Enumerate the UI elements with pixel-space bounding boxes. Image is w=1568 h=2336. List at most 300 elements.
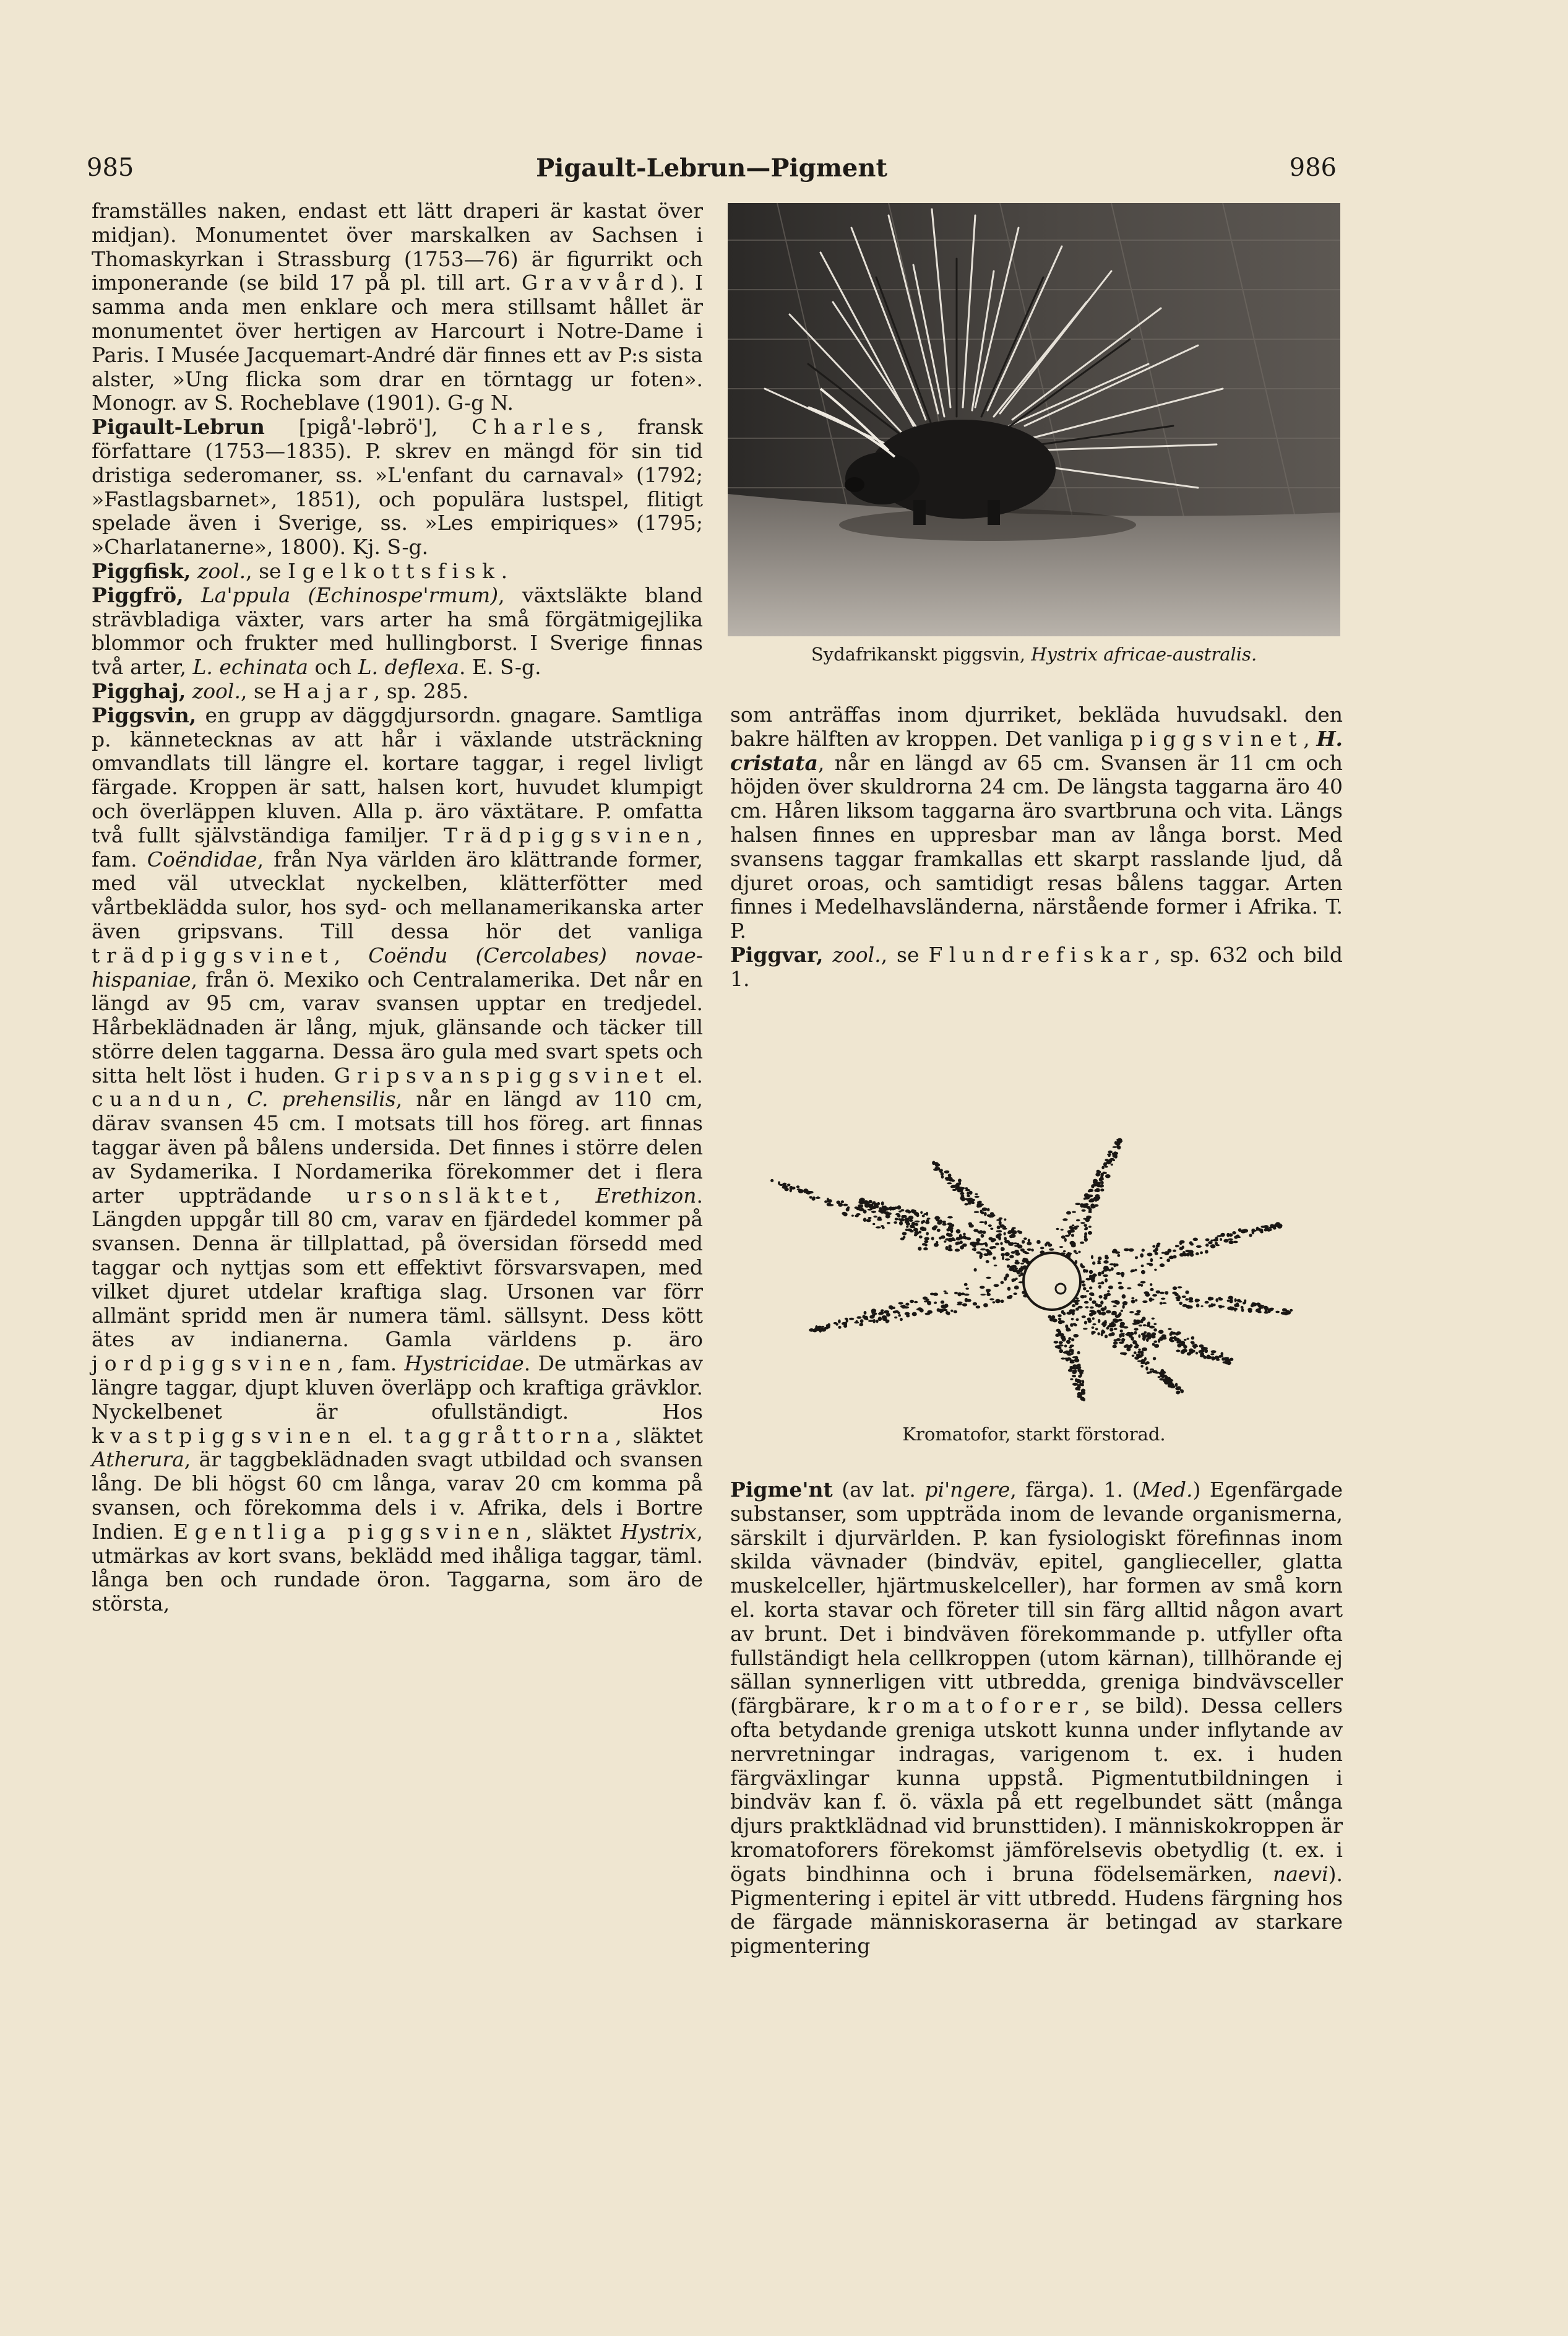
pigment-granule <box>1179 1241 1182 1245</box>
pigment-granule <box>1111 1300 1116 1303</box>
pigment-granule <box>937 1229 941 1232</box>
pigment-granule <box>982 1208 988 1211</box>
pigment-granule <box>1063 1250 1066 1252</box>
pigment-granule <box>984 1221 988 1225</box>
pigment-granule <box>866 1219 871 1222</box>
pigment-granule <box>1160 1336 1163 1341</box>
pigment-granule <box>1241 1309 1244 1312</box>
pigment-granule <box>936 1241 938 1244</box>
pigment-granule <box>976 1238 980 1242</box>
pigment-granule <box>908 1216 914 1220</box>
pigment-granule <box>1115 1252 1121 1254</box>
pigment-granule <box>872 1211 875 1213</box>
pigment-granule <box>924 1240 928 1244</box>
pigment-granule <box>1113 1341 1118 1344</box>
pigment-granule <box>911 1209 916 1214</box>
pigment-granule <box>1212 1357 1216 1360</box>
running-title: Pigault-Lebrun—Pigment <box>536 154 887 183</box>
pigment-granule <box>1199 1344 1204 1348</box>
pigment-granule <box>933 1162 939 1165</box>
pigment-granule <box>1164 1251 1169 1255</box>
pigment-granule <box>1136 1310 1141 1313</box>
paragraph-monument: framställes naken, endast ett lätt draperi är kastat över midjan). Monumentet över marskalken av Sachsen i Thomaskyrkan i Strassburg (1753—76) är figurrikt och imponerande (se bild 17 på pl. till art. Gravvård). I samma anda men enklare och mera stillsamt hållet är monumentet över hertigen av Harcourt i Notre-Dame i Paris. I Musée Jacquemart-André där finnes ett av P:s sista alster, »Ung flicka som drar en törntagg ur foten». Monogr. av S. Rocheblave (1901). G-g N. <box>92 199 703 415</box>
pigment-granule <box>1036 1240 1041 1244</box>
pigment-granule <box>1234 1298 1237 1302</box>
pigment-granule <box>1177 1344 1181 1348</box>
pigment-granule <box>973 1302 977 1306</box>
pigment-granule <box>990 1212 994 1215</box>
pigment-granule <box>887 1222 890 1224</box>
pigment-granule <box>1165 1376 1168 1379</box>
pigment-granule <box>922 1220 925 1223</box>
pigment-granule <box>984 1242 988 1245</box>
pigment-granule <box>1249 1310 1252 1312</box>
pigment-granule <box>984 1212 987 1216</box>
pigment-granule <box>1153 1323 1157 1325</box>
pigment-granule <box>1147 1253 1153 1257</box>
pigment-granule <box>882 1315 887 1319</box>
pigment-granule <box>1105 1174 1111 1178</box>
pigment-granule <box>1058 1318 1061 1320</box>
pigment-granule <box>994 1265 997 1266</box>
pigment-granule <box>1005 1252 1010 1256</box>
pigment-granule <box>843 1204 848 1206</box>
pigment-granule <box>957 1187 962 1192</box>
pigment-granule <box>1103 1296 1107 1300</box>
pigment-granule <box>1210 1244 1216 1248</box>
pigment-granule <box>1255 1303 1258 1305</box>
pigment-granule <box>1084 1237 1088 1242</box>
pigment-granule <box>1155 1372 1160 1374</box>
pigment-granule <box>1095 1303 1098 1307</box>
pigment-granule <box>1142 1335 1147 1338</box>
pigment-granule <box>905 1303 909 1306</box>
pigment-granule <box>1189 1241 1193 1245</box>
pigment-granule <box>960 1192 964 1195</box>
pigment-granule <box>1096 1170 1100 1173</box>
pigment-granule <box>1173 1336 1176 1339</box>
pigment-granule <box>909 1219 913 1222</box>
headword: Pigghaj, <box>92 678 186 703</box>
pigment-granule <box>1094 1189 1098 1192</box>
pigment-granule <box>1083 1269 1086 1273</box>
pigment-granule <box>1074 1250 1077 1253</box>
entry-pigault-lebrun: Pigault-Lebrun [pigå'-ləbrö'], Charles, fransk författare (1753—1835). P. skrev en mängd för sin tid dristiga sederomaner, ss. »L'enfant du carnaval» (1792; »Fastlagsbarnet», 1851), och populära lustspel, flitigt spelade även i Sverige, ss. »Les empiriques» (1795; »Charlatanerne», 1800). Kj. S-g. <box>92 415 704 560</box>
pigment-granule <box>914 1301 918 1304</box>
pigment-granule <box>1127 1287 1131 1290</box>
pigment-granule <box>1105 1335 1108 1338</box>
pigment-granule <box>1182 1251 1186 1255</box>
pigment-granule <box>1076 1365 1082 1369</box>
pigment-granule <box>1014 1286 1019 1290</box>
pigment-granule <box>1161 1298 1166 1300</box>
pigment-granule <box>903 1306 909 1309</box>
pigment-granule <box>1118 1286 1124 1290</box>
pigment-granule <box>1154 1269 1157 1271</box>
pigment-granule <box>934 1225 938 1228</box>
pigment-granule <box>1137 1283 1141 1286</box>
pigment-granule <box>1196 1304 1200 1307</box>
pigment-granule <box>828 1199 832 1203</box>
left-column <box>92 199 703 1616</box>
pigment-granule <box>1195 1299 1200 1302</box>
pigment-granule <box>1140 1362 1145 1364</box>
pigment-granule <box>856 1213 860 1216</box>
pigment-granule <box>1269 1229 1272 1232</box>
pigment-granule <box>927 1218 931 1219</box>
pigment-granule <box>1098 1312 1101 1315</box>
pigment-granule <box>991 1238 996 1242</box>
pigment-granule <box>983 1231 986 1234</box>
pigment-granule <box>980 1248 986 1251</box>
pigment-granule <box>935 1164 938 1167</box>
pigment-granule <box>1092 1332 1094 1335</box>
pigment-granule <box>960 1245 964 1250</box>
pigment-granule <box>843 1213 848 1217</box>
pigment-granule <box>1010 1243 1013 1245</box>
pigment-granule <box>1232 1231 1236 1234</box>
pigment-granule <box>1223 1361 1226 1363</box>
right-column-top <box>730 703 1343 992</box>
pigment-granule <box>894 1317 897 1318</box>
pigment-granule <box>1064 1344 1067 1347</box>
pigment-granule <box>1138 1321 1142 1323</box>
pigment-granule <box>1108 1286 1113 1289</box>
pigment-granule <box>1028 1239 1030 1242</box>
pigment-granule <box>1084 1321 1087 1325</box>
pigment-granule <box>1085 1203 1089 1206</box>
pigment-granule <box>923 1247 928 1250</box>
pigment-granule <box>808 1191 813 1193</box>
pigment-granule <box>947 1249 952 1252</box>
paragraph-piggsvin-cont: som anträffas inom djurriket, beklädа huvudsakl. den bakre hälften av kroppen. Det vanliga piggsvinet, H. cristata, når en längd av 65 cm. Svansen är 11 cm och höjden över skuldrorna 24 cm. De längsta taggarna äro 40 cm. Håren liksom taggarna äro svartbruna och vita. Längs halsen finnes en uppresbar man av långa borst. Med svansens taggar framkallas ett skarpt rasslande ljud, då djuret oroas, och samtidigt resas bålens taggar. Arten finnes i Medelhavsländerna, närstående former i Afrika. T. P. <box>730 703 1343 943</box>
pigment-granule <box>1101 1330 1105 1333</box>
pigment-granule <box>1191 1341 1195 1345</box>
pigment-granule <box>829 1204 834 1206</box>
pigment-granule <box>1193 1238 1198 1242</box>
pigment-granule <box>1203 1356 1207 1359</box>
pigment-granule <box>861 1208 864 1210</box>
pigment-granule <box>970 1201 974 1203</box>
pigment-granule <box>1077 1380 1081 1383</box>
pigment-granule <box>1203 1347 1208 1349</box>
pigment-granule <box>1066 1329 1071 1331</box>
pigment-granule <box>986 1293 991 1296</box>
pigment-granule <box>881 1225 884 1227</box>
pigment-granule <box>1072 1311 1075 1315</box>
pigment-granule <box>1028 1242 1032 1245</box>
pigment-granule <box>1049 1248 1054 1251</box>
pigment-granule <box>1210 1303 1213 1307</box>
pigment-granule <box>902 1232 907 1235</box>
pigment-granule <box>925 1221 929 1224</box>
pigment-granule <box>983 1303 988 1307</box>
porcupine-image <box>728 203 1340 636</box>
pigment-granule <box>1235 1308 1238 1310</box>
pigment-granule <box>1094 1199 1099 1201</box>
pigment-granule <box>1259 1307 1264 1309</box>
pigment-granule <box>1165 1292 1169 1295</box>
pigment-granule <box>1207 1355 1210 1358</box>
pigment-granule <box>960 1195 964 1197</box>
pigment-granule <box>945 1177 949 1180</box>
pigment-granule <box>1089 1270 1093 1274</box>
pigment-granule <box>1119 1341 1124 1344</box>
pigment-granule <box>1236 1235 1239 1238</box>
pigment-granule <box>1228 1239 1233 1241</box>
pigment-granule <box>1200 1252 1203 1255</box>
pigment-granule <box>1162 1302 1166 1304</box>
pigment-granule <box>961 1292 965 1295</box>
pigment-granule <box>947 1312 950 1315</box>
pigment-granule <box>1075 1335 1079 1337</box>
pigment-granule <box>1089 1297 1092 1301</box>
pigment-granule <box>999 1221 1002 1225</box>
pigment-granule <box>988 1224 992 1227</box>
pigment-granule <box>924 1300 928 1302</box>
pigment-granule <box>924 1227 927 1231</box>
pigment-granule <box>1086 1290 1090 1292</box>
pigment-granule <box>1146 1338 1149 1342</box>
pigment-granule <box>1098 1272 1101 1276</box>
pigment-granule <box>1002 1227 1007 1229</box>
pigment-granule <box>950 1185 956 1188</box>
pigment-granule <box>1238 1300 1243 1302</box>
pigment-granule <box>1090 1307 1094 1309</box>
pigment-granule <box>941 1305 947 1309</box>
headword: Pigme'nt <box>730 1477 833 1502</box>
pigment-granule <box>1088 1231 1092 1235</box>
headword: Piggvar, <box>730 942 824 967</box>
pigment-granule <box>1168 1328 1171 1330</box>
pigment-granule <box>1084 1228 1088 1230</box>
pigment-granule <box>940 1169 943 1172</box>
pigment-granule <box>972 1248 976 1250</box>
pigment-granule <box>966 1237 970 1239</box>
pigment-granule <box>1243 1302 1246 1304</box>
pigment-granule <box>1040 1247 1045 1249</box>
pigment-granule <box>1101 1166 1105 1170</box>
pigment-granule <box>1256 1309 1261 1312</box>
pigment-granule <box>903 1215 907 1218</box>
pigment-granule <box>1290 1309 1293 1312</box>
pigment-granule <box>1069 1349 1072 1352</box>
pigment-granule <box>1178 1339 1181 1344</box>
pigment-granule <box>999 1218 1002 1220</box>
pigment-granule <box>1129 1311 1134 1313</box>
pigment-granule <box>1014 1261 1020 1265</box>
pigment-granule <box>934 1302 937 1304</box>
pigment-granule <box>910 1230 914 1232</box>
pigment-granule <box>1175 1383 1178 1387</box>
pigment-granule <box>1122 1294 1126 1299</box>
pigment-granule <box>1066 1340 1070 1344</box>
page-header <box>87 147 1337 191</box>
pigment-granule <box>1111 1164 1113 1166</box>
pigment-granule <box>1075 1203 1081 1205</box>
pigment-granule <box>1098 1285 1101 1289</box>
headword: Piggfisk, <box>92 558 191 583</box>
pigment-granule <box>1085 1306 1089 1308</box>
pigment-granule <box>1072 1211 1076 1213</box>
pigment-granule <box>1159 1378 1165 1380</box>
pigment-granule <box>922 1243 926 1245</box>
pigment-granule <box>1228 1296 1233 1300</box>
pigment-granule <box>1135 1299 1137 1302</box>
pigment-granule <box>1007 1231 1011 1234</box>
pigment-granule <box>889 1305 893 1309</box>
pigment-granule <box>1096 1182 1100 1185</box>
pigment-granule <box>843 1325 847 1328</box>
pigment-granule <box>919 1235 923 1239</box>
pigment-granule <box>1139 1325 1142 1326</box>
pigment-granule <box>1233 1241 1238 1244</box>
pigment-granule <box>1201 1305 1204 1307</box>
pigment-granule <box>1268 1308 1273 1311</box>
pigment-granule <box>998 1236 1001 1240</box>
pigment-granule <box>1115 1263 1118 1266</box>
pigment-granule <box>967 1195 970 1197</box>
pigment-granule <box>926 1219 929 1221</box>
pigment-granule <box>1191 1336 1195 1340</box>
pigment-granule <box>960 1240 963 1244</box>
pigment-granule <box>874 1204 877 1207</box>
pigment-granule <box>1195 1252 1199 1255</box>
pigment-granule <box>1170 1333 1173 1336</box>
pigment-granule <box>1145 1366 1148 1370</box>
pigment-granule <box>1175 1245 1178 1247</box>
pigment-granule <box>1273 1227 1276 1229</box>
pigment-granule <box>1112 1153 1114 1155</box>
pigment-granule <box>1005 1258 1010 1261</box>
pigment-granule <box>1088 1195 1093 1198</box>
pigment-granule <box>816 1327 819 1329</box>
pigment-granule <box>995 1299 1001 1304</box>
pigment-granule <box>1093 1183 1096 1186</box>
pigment-granule <box>928 1311 931 1313</box>
pigment-granule <box>1166 1378 1170 1382</box>
pigment-granule <box>1001 1281 1004 1284</box>
pigment-granule <box>987 1250 991 1254</box>
pigment-granule <box>1221 1357 1225 1361</box>
pigment-granule <box>939 1237 942 1240</box>
pigment-granule <box>1143 1324 1147 1326</box>
pigment-granule <box>949 1228 952 1231</box>
pigment-granule <box>1172 1292 1177 1295</box>
pigment-granule <box>1116 1338 1121 1341</box>
pigment-granule <box>1019 1231 1022 1234</box>
pigment-granule <box>1215 1298 1218 1302</box>
pigment-granule <box>826 1324 829 1327</box>
pigment-granule <box>886 1320 889 1323</box>
pigment-granule <box>1072 1375 1076 1377</box>
pigment-granule <box>1077 1351 1080 1354</box>
pigment-granule <box>863 1218 867 1222</box>
pigment-granule <box>1075 1252 1079 1254</box>
pigment-granule <box>941 1175 944 1179</box>
pigment-granule <box>791 1187 796 1190</box>
pigment-granule <box>976 1305 981 1309</box>
pigment-granule <box>1071 1338 1074 1341</box>
pigment-granule <box>1166 1258 1170 1262</box>
pigment-granule <box>1074 1226 1078 1230</box>
pigment-granule <box>1152 1294 1157 1297</box>
pigment-granule <box>910 1300 914 1303</box>
pigment-granule <box>1111 1311 1116 1314</box>
pigment-granule <box>924 1237 929 1240</box>
pigment-granule <box>1264 1311 1269 1313</box>
pigment-granule <box>1084 1193 1089 1198</box>
pigment-granule <box>958 1182 961 1185</box>
pigment-granule <box>979 1221 984 1223</box>
pigment-granule <box>947 1233 952 1236</box>
pigment-granule <box>1126 1332 1131 1336</box>
pigment-granule <box>1000 1242 1002 1245</box>
pigment-granule <box>874 1313 877 1315</box>
pigment-granule <box>1160 1302 1163 1305</box>
pigment-granule <box>948 1245 952 1248</box>
pigment-granule <box>987 1208 990 1211</box>
pigment-granule <box>1013 1292 1017 1295</box>
pigment-granule <box>1153 1328 1157 1331</box>
pigment-granule <box>964 1283 968 1286</box>
right-column-bottom <box>730 1478 1343 1958</box>
pigment-granule <box>1075 1302 1079 1305</box>
pigment-granule <box>1241 1306 1244 1309</box>
pigment-granule <box>1099 1177 1103 1182</box>
pigment-granule <box>1092 1276 1096 1279</box>
pigment-granule <box>1073 1364 1077 1367</box>
pigment-granule <box>1004 1232 1006 1235</box>
pigment-granule <box>1095 1328 1098 1330</box>
pigment-granule <box>1058 1320 1063 1325</box>
pigment-granule <box>1149 1263 1153 1266</box>
pigment-granule <box>1082 1281 1085 1283</box>
pigment-granule <box>948 1174 952 1177</box>
pigment-granule <box>990 1227 993 1230</box>
pigment-granule <box>1178 1286 1182 1288</box>
pigment-granule <box>995 1243 999 1245</box>
pigment-granule <box>1097 1260 1100 1263</box>
pigment-granule <box>1006 1273 1009 1278</box>
pigment-granule <box>895 1213 900 1216</box>
pigment-granule <box>950 1177 953 1182</box>
pigment-granule <box>1059 1333 1064 1336</box>
pigment-granule <box>1092 1317 1095 1320</box>
pigment-granule <box>796 1185 800 1188</box>
pigment-granule <box>1088 1226 1092 1228</box>
pigment-granule <box>1217 1235 1221 1237</box>
pigment-granule <box>1114 1141 1118 1144</box>
pigment-granule <box>1105 1256 1109 1259</box>
pigment-granule <box>1081 1389 1085 1393</box>
pigment-granule <box>997 1226 1001 1229</box>
pigment-granule <box>1126 1348 1131 1352</box>
pigment-granule <box>1115 1300 1120 1305</box>
pigment-granule <box>1150 1297 1152 1301</box>
pigment-granule <box>894 1310 898 1313</box>
pigment-granule <box>1113 1159 1116 1161</box>
pigment-granule <box>1106 1293 1111 1296</box>
pigment-granule <box>986 1277 991 1279</box>
chromatophore-figure <box>749 1127 1318 1411</box>
pigment-granule <box>855 1206 859 1209</box>
pigment-granule <box>1160 1263 1165 1267</box>
pigment-granule <box>1154 1341 1158 1343</box>
pigment-granule <box>1114 1328 1118 1330</box>
pigment-granule <box>1108 1151 1113 1154</box>
pigment-granule <box>1187 1338 1189 1339</box>
